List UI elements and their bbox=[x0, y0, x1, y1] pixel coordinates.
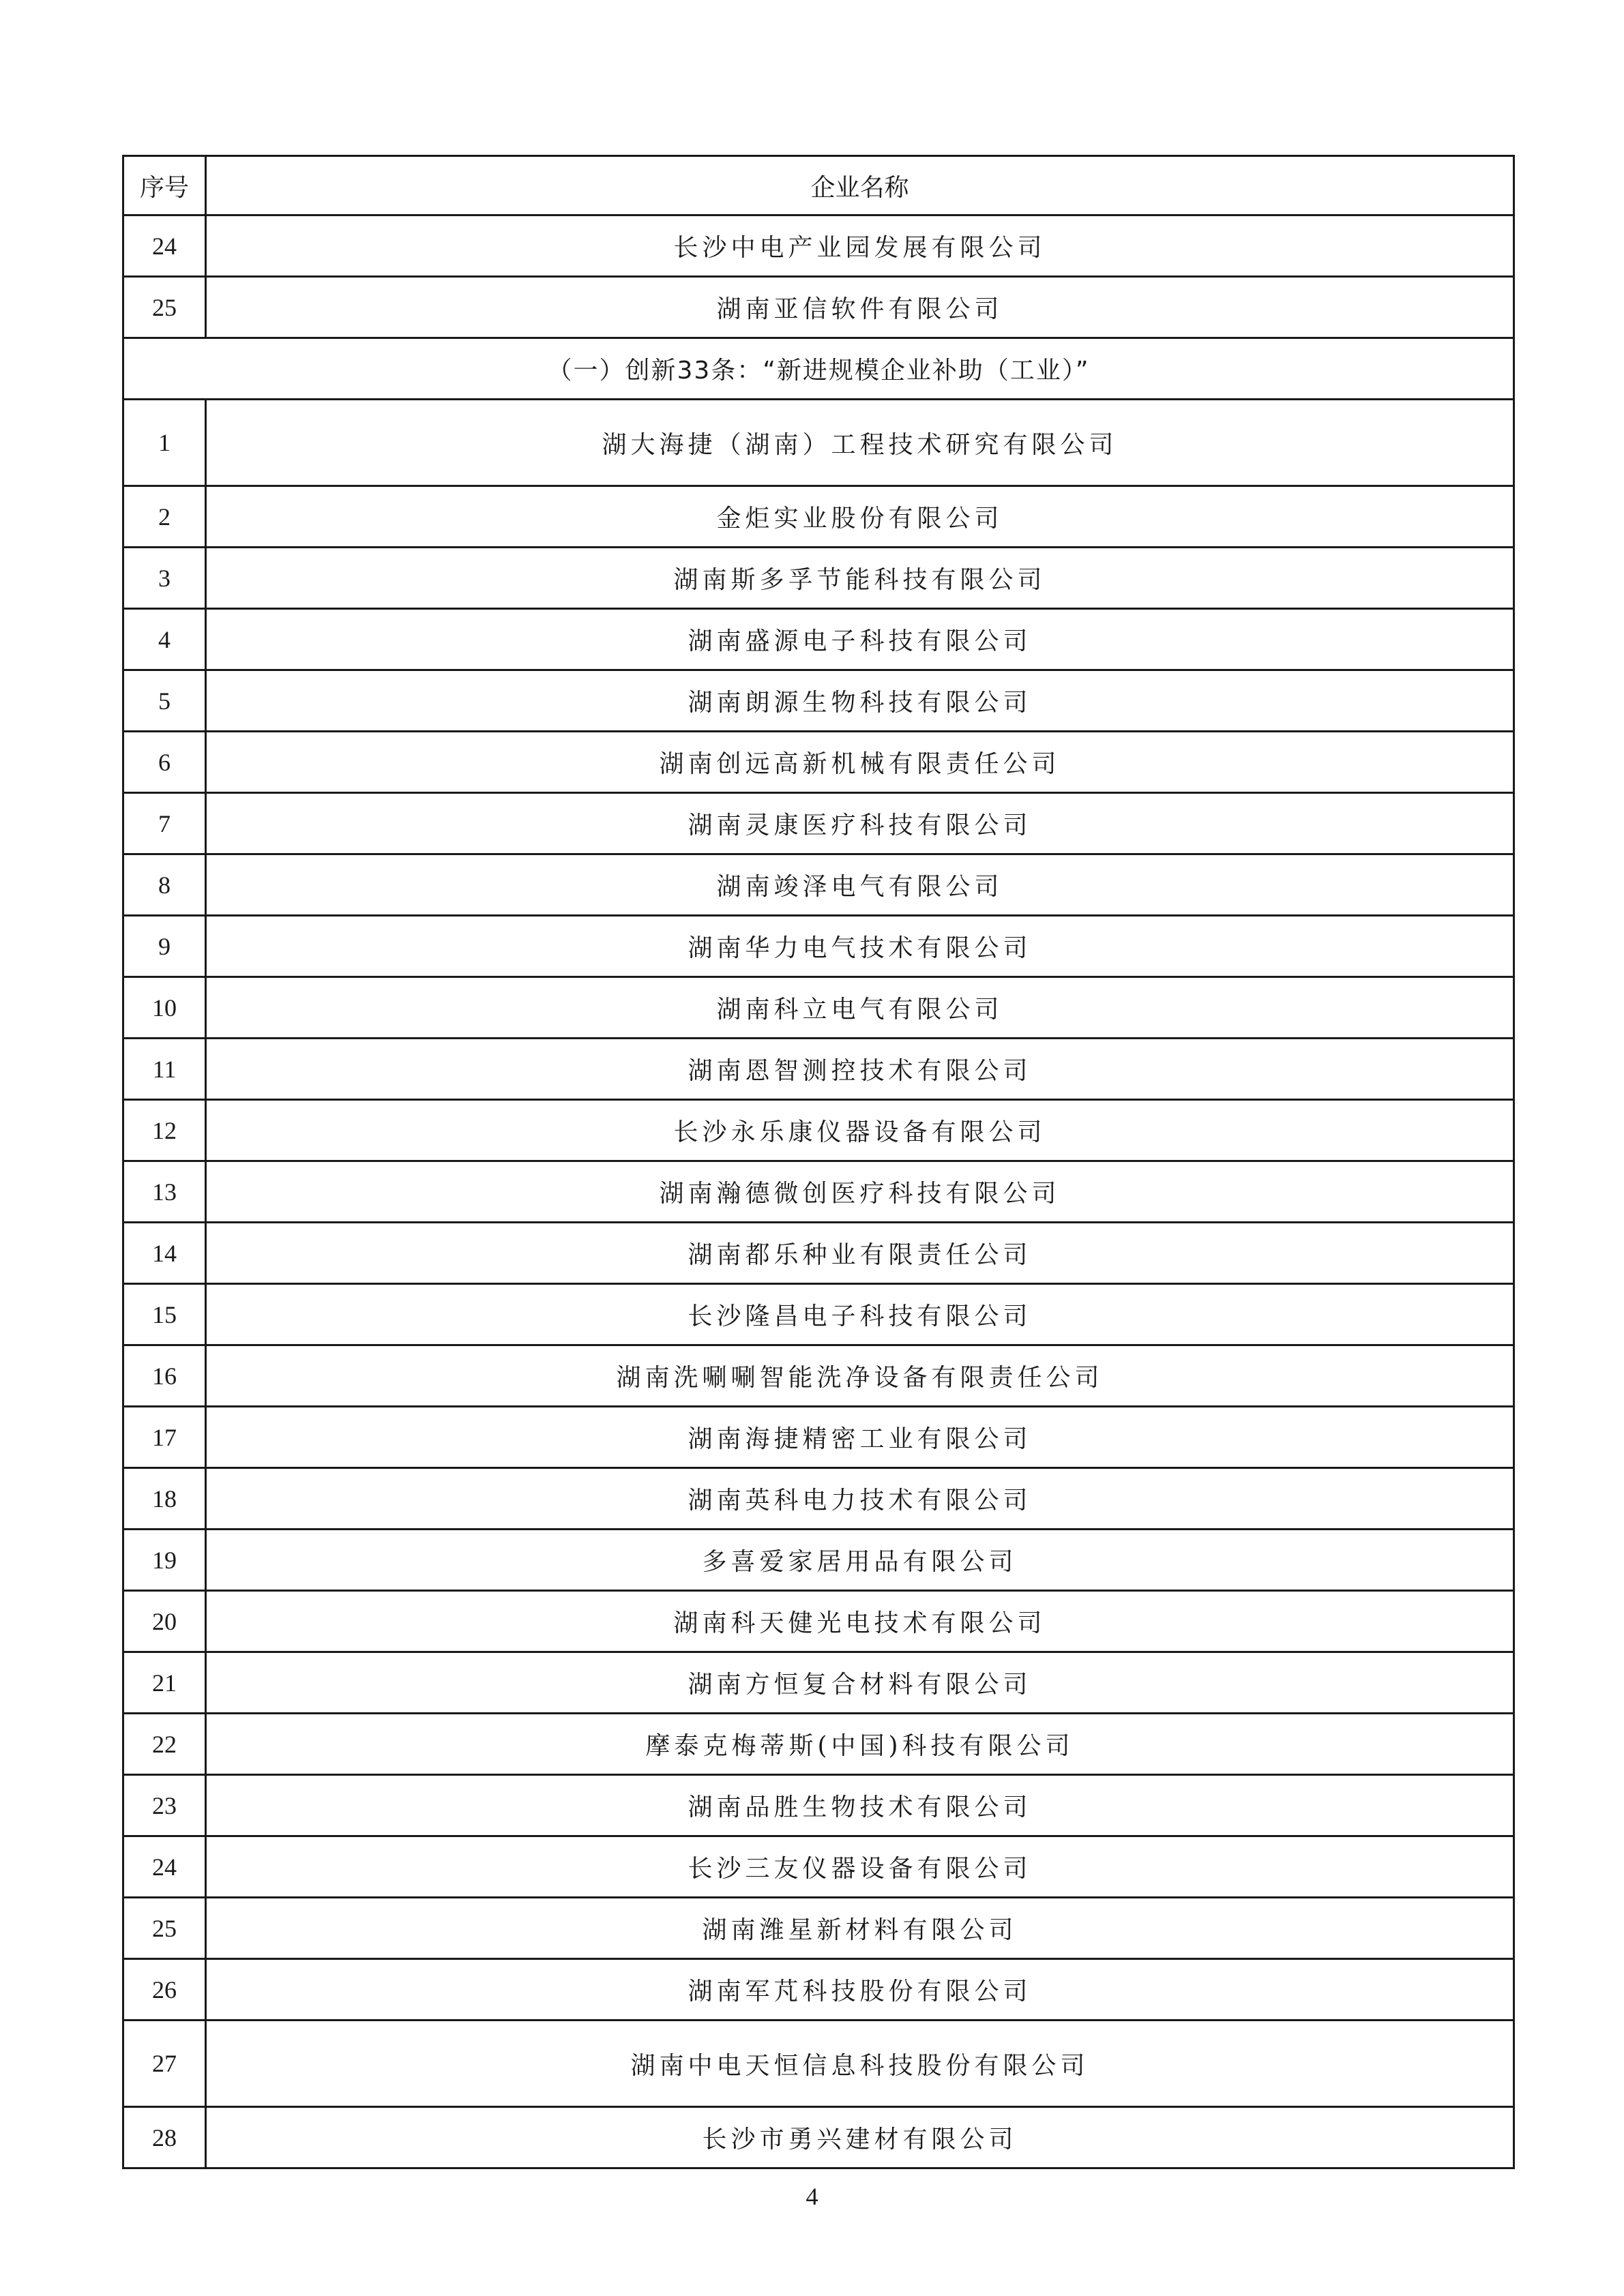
company-name: 金炬实业股份有限公司 bbox=[206, 486, 1514, 548]
row-number: 22 bbox=[123, 1714, 206, 1775]
table-row bbox=[123, 1161, 1514, 1223]
table-row bbox=[123, 1223, 1514, 1284]
table-row bbox=[123, 1836, 1514, 1898]
row-number: 27 bbox=[123, 2021, 206, 2107]
row-number: 5 bbox=[123, 670, 206, 732]
table-row bbox=[123, 277, 1514, 338]
table-row bbox=[123, 1530, 1514, 1591]
row-number: 23 bbox=[123, 1775, 206, 1836]
table-row bbox=[123, 1100, 1514, 1161]
table-row bbox=[123, 1652, 1514, 1714]
company-name: 湖南方恒复合材料有限公司 bbox=[206, 1652, 1514, 1714]
table-row bbox=[123, 1284, 1514, 1345]
company-name: 湖南科天健光电技术有限公司 bbox=[206, 1591, 1514, 1652]
table-row bbox=[123, 670, 1514, 732]
row-number: 28 bbox=[123, 2107, 206, 2168]
company-name: 长沙隆昌电子科技有限公司 bbox=[206, 1284, 1514, 1345]
row-number: 8 bbox=[123, 854, 206, 916]
row-number: 17 bbox=[123, 1407, 206, 1468]
company-name: 湖南海捷精密工业有限公司 bbox=[206, 1407, 1514, 1468]
row-number: 9 bbox=[123, 916, 206, 977]
company-name: 长沙市勇兴建材有限公司 bbox=[206, 2107, 1514, 2168]
row-number: 7 bbox=[123, 793, 206, 854]
company-name: 湖南斯多孚节能科技有限公司 bbox=[206, 548, 1514, 609]
row-number: 25 bbox=[123, 277, 206, 338]
company-name: 湖南品胜生物技术有限公司 bbox=[206, 1775, 1514, 1836]
table-row bbox=[123, 400, 1514, 486]
table-row bbox=[123, 486, 1514, 548]
row-number: 14 bbox=[123, 1223, 206, 1284]
table-header-row bbox=[123, 156, 1514, 215]
company-name: 湖南英科电力技术有限公司 bbox=[206, 1468, 1514, 1530]
table-row bbox=[123, 854, 1514, 916]
table-row bbox=[123, 215, 1514, 277]
company-name: 湖大海捷（湖南）工程技术研究有限公司 bbox=[206, 400, 1514, 486]
table-row bbox=[123, 793, 1514, 854]
company-name: 湖南洗唰唰智能洗净设备有限责任公司 bbox=[206, 1345, 1514, 1407]
table-row bbox=[123, 1345, 1514, 1407]
row-number: 13 bbox=[123, 1161, 206, 1223]
row-number: 26 bbox=[123, 1959, 206, 2021]
company-name: 湖南恩智测控技术有限公司 bbox=[206, 1039, 1514, 1100]
table-row bbox=[123, 1039, 1514, 1100]
table-row bbox=[123, 2021, 1514, 2107]
section-title: （一）创新33条：“新进规模企业补助（工业）” bbox=[123, 338, 1514, 400]
row-number: 1 bbox=[123, 400, 206, 486]
table-row bbox=[123, 1591, 1514, 1652]
row-number: 11 bbox=[123, 1039, 206, 1100]
company-name: 长沙中电产业园发展有限公司 bbox=[206, 215, 1514, 277]
table-row bbox=[123, 548, 1514, 609]
table-row bbox=[123, 1407, 1514, 1468]
row-number: 24 bbox=[123, 1836, 206, 1898]
row-number: 3 bbox=[123, 548, 206, 609]
header-name: 企业名称 bbox=[206, 156, 1514, 215]
table-row bbox=[123, 732, 1514, 793]
table-row bbox=[123, 2107, 1514, 2168]
company-name: 湖南潍星新材料有限公司 bbox=[206, 1898, 1514, 1959]
company-name: 湖南创远高新机械有限责任公司 bbox=[206, 732, 1514, 793]
company-name: 多喜爱家居用品有限公司 bbox=[206, 1530, 1514, 1591]
table-row bbox=[123, 1468, 1514, 1530]
table-row bbox=[123, 1714, 1514, 1775]
table-row bbox=[123, 609, 1514, 670]
company-name: 摩泰克梅蒂斯(中国)科技有限公司 bbox=[206, 1714, 1514, 1775]
company-name: 湖南灵康医疗科技有限公司 bbox=[206, 793, 1514, 854]
header-no: 序号 bbox=[123, 156, 206, 215]
row-number: 24 bbox=[123, 215, 206, 277]
row-number: 18 bbox=[123, 1468, 206, 1530]
company-name: 湖南军芃科技股份有限公司 bbox=[206, 1959, 1514, 2021]
row-number: 10 bbox=[123, 977, 206, 1039]
company-name: 湖南中电天恒信息科技股份有限公司 bbox=[206, 2021, 1514, 2107]
page-number: 4 bbox=[806, 2183, 818, 2210]
company-name: 湖南瀚德微创医疗科技有限公司 bbox=[206, 1161, 1514, 1223]
table-row bbox=[123, 1898, 1514, 1959]
company-name: 湖南朗源生物科技有限公司 bbox=[206, 670, 1514, 732]
row-number: 6 bbox=[123, 732, 206, 793]
company-name: 湖南亚信软件有限公司 bbox=[206, 277, 1514, 338]
company-name: 湖南盛源电子科技有限公司 bbox=[206, 609, 1514, 670]
table-row bbox=[123, 1959, 1514, 2021]
enterprise-table bbox=[122, 155, 1515, 2169]
row-number: 16 bbox=[123, 1345, 206, 1407]
table-row bbox=[123, 977, 1514, 1039]
row-number: 21 bbox=[123, 1652, 206, 1714]
row-number: 20 bbox=[123, 1591, 206, 1652]
row-number: 4 bbox=[123, 609, 206, 670]
company-name: 湖南科立电气有限公司 bbox=[206, 977, 1514, 1039]
company-name: 长沙永乐康仪器设备有限公司 bbox=[206, 1100, 1514, 1161]
company-name: 湖南华力电气技术有限公司 bbox=[206, 916, 1514, 977]
row-number: 15 bbox=[123, 1284, 206, 1345]
company-name: 湖南竣泽电气有限公司 bbox=[206, 854, 1514, 916]
company-name: 湖南都乐种业有限责任公司 bbox=[206, 1223, 1514, 1284]
table-row bbox=[123, 916, 1514, 977]
company-name: 长沙三友仪器设备有限公司 bbox=[206, 1836, 1514, 1898]
row-number: 25 bbox=[123, 1898, 206, 1959]
row-number: 12 bbox=[123, 1100, 206, 1161]
row-number: 2 bbox=[123, 486, 206, 548]
section-row bbox=[123, 338, 1514, 400]
row-number: 19 bbox=[123, 1530, 206, 1591]
table-row bbox=[123, 1775, 1514, 1836]
